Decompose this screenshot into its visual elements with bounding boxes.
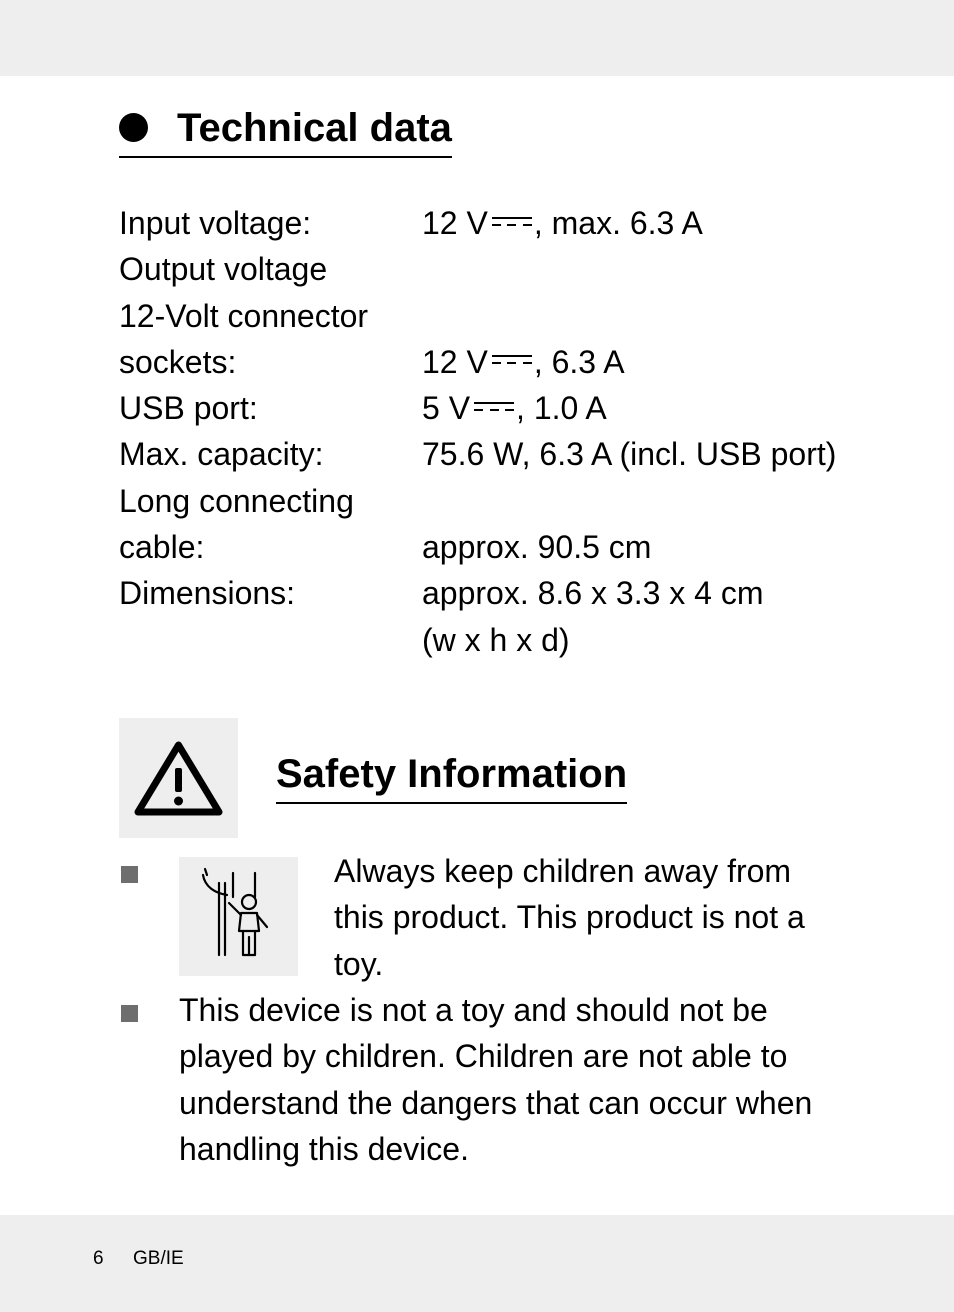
square-bullet [121, 866, 138, 883]
spec-row [119, 339, 879, 385]
spec-value [422, 524, 651, 570]
spec-row [119, 617, 879, 663]
spec-label: USB port: [119, 390, 258, 427]
spec-value-text: (w x h x d) [422, 621, 570, 658]
region-label: GB/IE [133, 1248, 184, 1269]
spec-label: cable: [119, 529, 205, 566]
direct-current-icon [492, 215, 532, 229]
spec-value-suffix: , 6.3 A [533, 343, 625, 380]
direct-current-icon [492, 353, 532, 367]
spec-label: sockets: [119, 343, 237, 380]
spec-row [119, 385, 879, 431]
direct-current-icon [474, 400, 514, 414]
spec-value-suffix: , 1.0 A [516, 390, 607, 427]
spec-value [422, 385, 607, 431]
safety-item-2: This device is not a toy and should not be played by children. Children are not able to understand the dangers that can occur when handling this device. [179, 992, 813, 1167]
keep-children-away-icon [179, 857, 298, 976]
spec-value [422, 431, 836, 477]
safety-item-1: Always keep children away from this product. This product is not a toy. [334, 853, 805, 982]
spec-table [119, 200, 879, 663]
spec-value [422, 617, 570, 663]
spec-value-text: 12 V [422, 343, 488, 380]
technical-data-title: Technical data [177, 106, 452, 150]
spec-value-text: 5 V [422, 390, 471, 427]
spec-row [119, 524, 879, 570]
square-bullet [121, 1005, 138, 1022]
spec-value-text: 75.6 W, 6.3 A (incl. USB port) [422, 436, 837, 473]
spec-value-text: approx. 90.5 cm [422, 529, 652, 566]
spec-value [422, 339, 625, 385]
spec-row [119, 293, 879, 339]
top-band [0, 0, 954, 76]
spec-label: Input voltage: [119, 205, 312, 241]
spec-label: Dimensions: [119, 575, 296, 612]
spec-value-text: approx. 8.6 x 3.3 x 4 cm [422, 575, 764, 612]
spec-row [119, 246, 879, 292]
spec-value [422, 200, 703, 246]
bullet-dot-icon [119, 113, 148, 142]
page-number: 6 [93, 1248, 104, 1269]
spec-label: Max. capacity: [119, 436, 324, 473]
warning-triangle-icon [119, 718, 238, 838]
child-icon-box [179, 857, 298, 976]
spec-label: 12-Volt connector [119, 297, 369, 334]
technical-data-heading [119, 104, 452, 158]
spec-row [119, 200, 879, 246]
spec-row [119, 478, 879, 524]
spec-value-text: 12 V [422, 205, 488, 241]
spec-value-suffix: , max. 6.3 A [533, 205, 703, 241]
safety-information-heading: Safety Information [276, 750, 627, 804]
warning-icon-box [119, 718, 238, 838]
spec-value [422, 570, 764, 616]
spec-row [119, 570, 879, 616]
spec-row [119, 431, 879, 477]
spec-label: Long connecting [119, 482, 354, 519]
spec-label: Output voltage [119, 251, 328, 288]
